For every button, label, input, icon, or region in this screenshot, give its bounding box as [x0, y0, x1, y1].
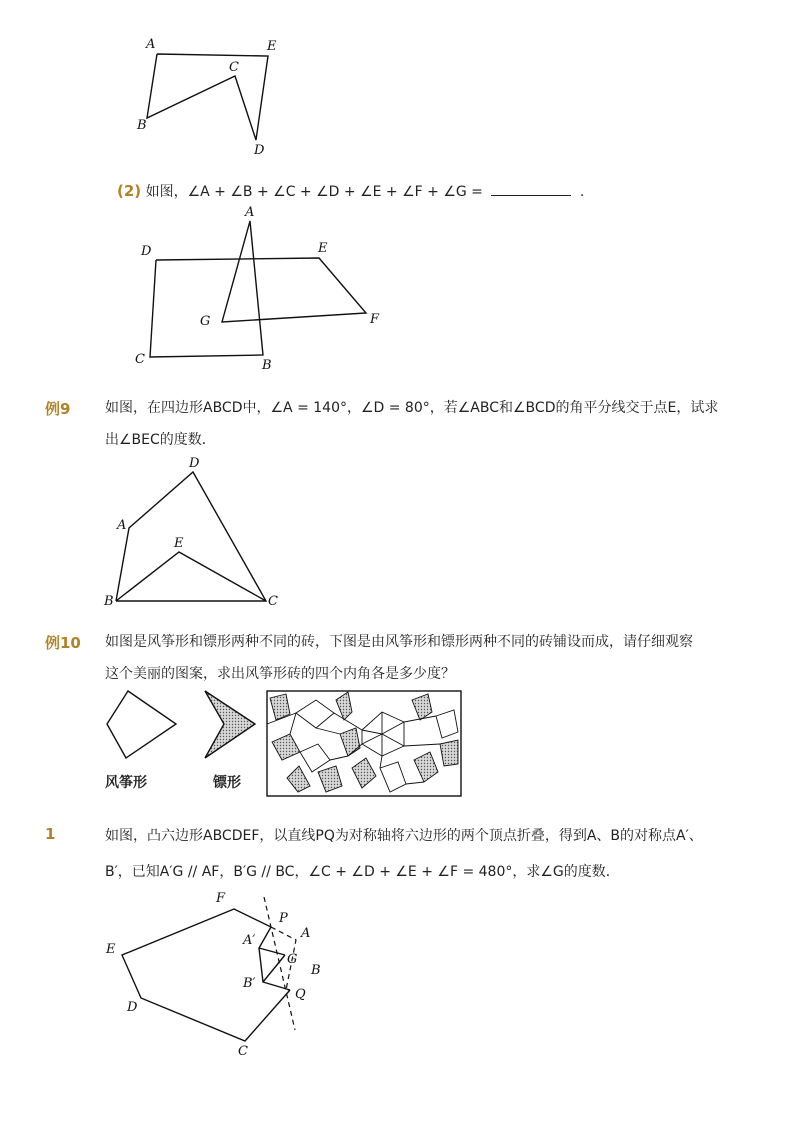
label-e: E — [174, 536, 184, 551]
question-tail: . — [579, 184, 585, 200]
label-a: A — [117, 518, 127, 533]
label-c: C — [268, 594, 278, 609]
label-d: D — [127, 1000, 138, 1015]
label-a-prime: A′ — [243, 933, 256, 948]
example-9-line1: 如图，在四边形ABCD中，∠A = 140°，∠D = 80°，若∠ABC和∠BCD的角平分线交于点E，试求 — [105, 400, 719, 416]
label-b: B — [104, 594, 114, 609]
label-b: B — [311, 963, 321, 978]
example-9-number: 例9 — [45, 400, 71, 418]
question-number: (2) — [117, 182, 142, 200]
label-p: P — [279, 911, 288, 926]
label-a: A — [245, 205, 255, 220]
example-9-line2: 出∠BEC的度数． — [105, 432, 216, 448]
label-a: A — [146, 37, 156, 52]
dart-label: 镖形 — [213, 775, 241, 791]
label-q: Q — [295, 987, 306, 1002]
question-text: 如图，∠A + ∠B + ∠C + ∠D + ∠E + ∠F + ∠G = — [145, 184, 483, 200]
label-c: C — [238, 1044, 248, 1059]
label-e: E — [267, 39, 277, 54]
label-f: F — [370, 312, 380, 327]
label-g: G — [200, 314, 211, 329]
example-10-line2: 这个美丽的图案，求出风筝形砖的四个内角各是多少度？ — [105, 666, 455, 682]
problem-1-line1: 如图，凸六边形ABCDEF，以直线PQ为对称轴将六边形的两个顶点折叠，得到A、B的对称点A′、 — [105, 828, 703, 844]
label-d: D — [189, 456, 200, 471]
label-c: C — [135, 352, 145, 367]
label-b: B — [262, 358, 272, 373]
label-e: E — [106, 942, 116, 957]
label-d: D — [141, 244, 152, 259]
example-10-number: 例10 — [45, 634, 81, 652]
label-d: D — [254, 143, 265, 158]
label-a: A — [301, 926, 311, 941]
label-g: G — [287, 952, 298, 967]
problem-1-number: 1 — [45, 825, 56, 843]
problem-1-line2: B′，已知A′G // AF，B′G // BC，∠C + ∠D + ∠E + ∠F = 480°，求∠G的度数． — [105, 864, 620, 880]
label-e: E — [318, 241, 328, 256]
label-c: C — [229, 60, 239, 75]
label-b-prime: B′ — [243, 976, 256, 991]
label-b: B — [137, 118, 147, 133]
kite-label: 风筝形 — [105, 775, 147, 791]
label-f: F — [216, 891, 226, 906]
example-10-line1: 如图是风筝形和镖形两种不同的砖，下图是由风筝形和镖形两种不同的砖铺设而成，请仔细观察 — [105, 634, 693, 650]
